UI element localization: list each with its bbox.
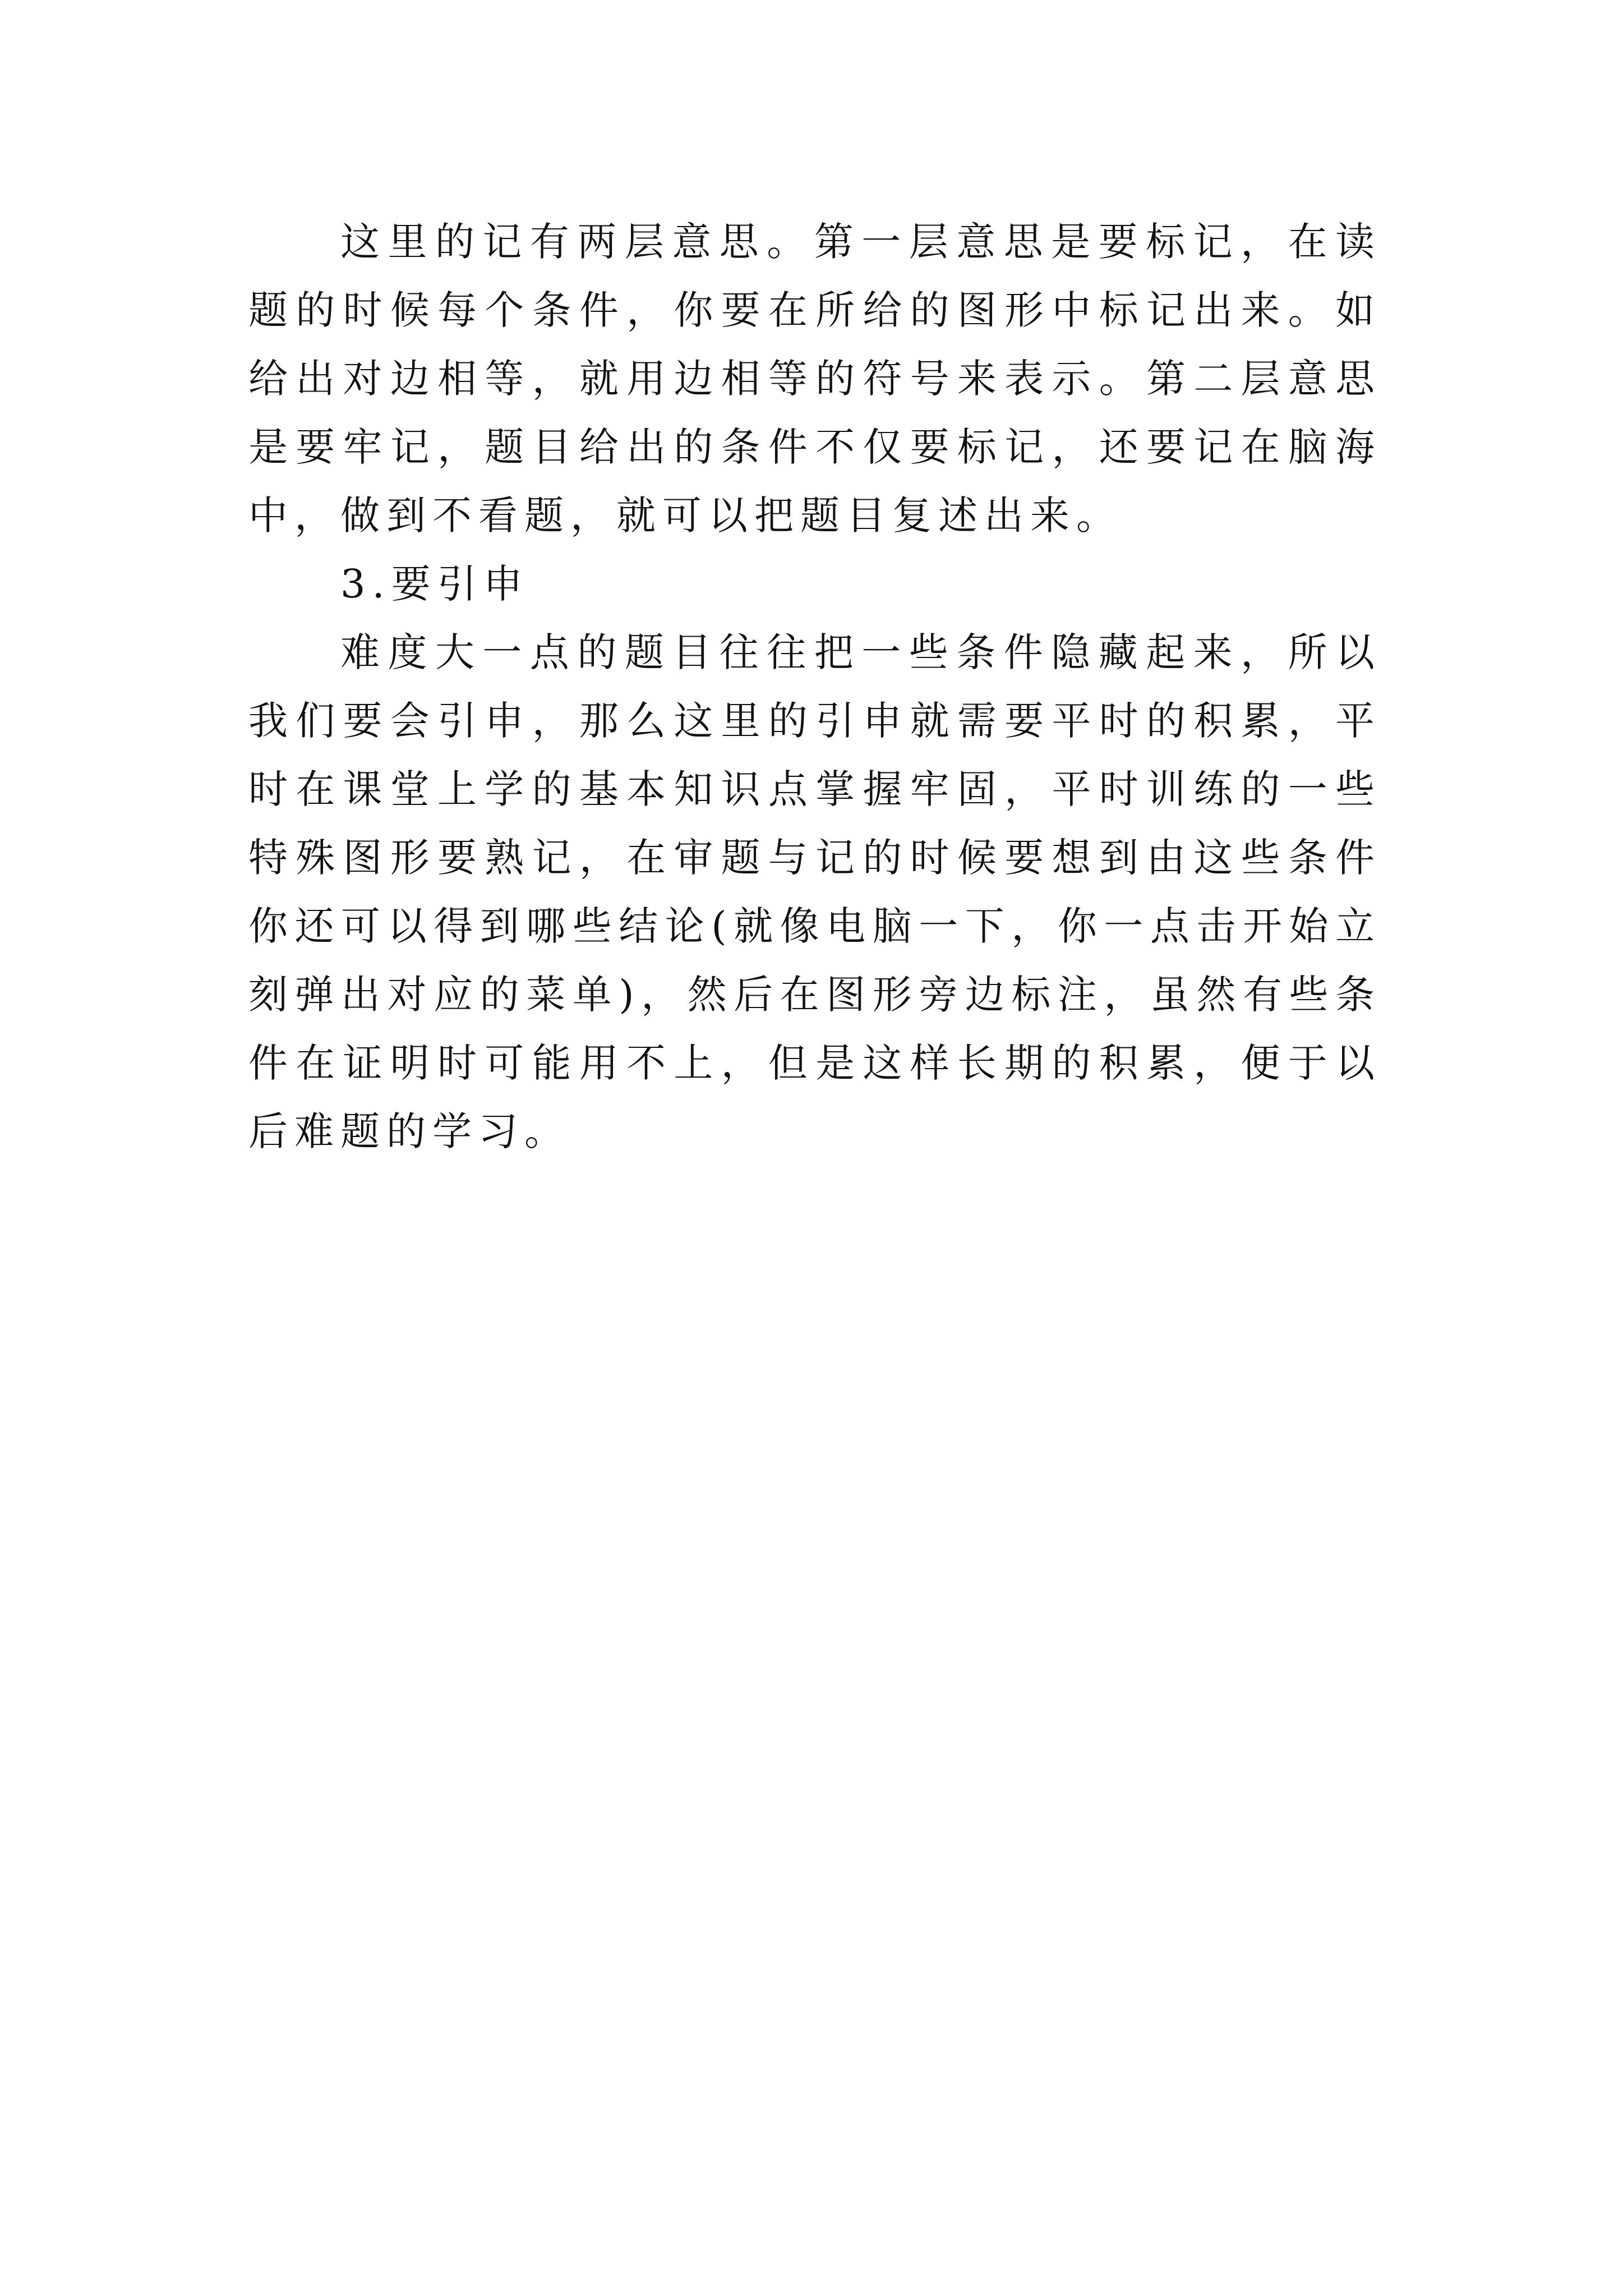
document-body <box>248 208 1381 1166</box>
section-heading-extend: 3.要引申 <box>340 561 529 607</box>
paragraph-extend: 难度大一点的题目往往把一些条件隐藏起来，所以我们要会引申，那么这里的引申就需要平时的积累，平时在课堂上学的基本知识点掌握牢固，平时训练的一些特殊图形要熟记，在审题与记的时候要想到由这些条件你还可以得到哪些结论(就像电脑一下，你一点击开始立刻弹出对应的菜单)，然后在图形旁边标注，虽然有些条件在证明时可能用不上，但是这样长期的积累，便于以后难题的学习。 <box>248 629 1381 1154</box>
paragraph-mark-and-remember: 这里的记有两层意思。第一层意思是要标记，在读题的时候每个条件，你要在所给的图形中标记出来。如给出对边相等，就用边相等的符号来表示。第二层意思是要牢记，题目给出的条件不仅要标记，还要记在脑海中，做到不看题，就可以把题目复述出来。 <box>248 219 1381 539</box>
